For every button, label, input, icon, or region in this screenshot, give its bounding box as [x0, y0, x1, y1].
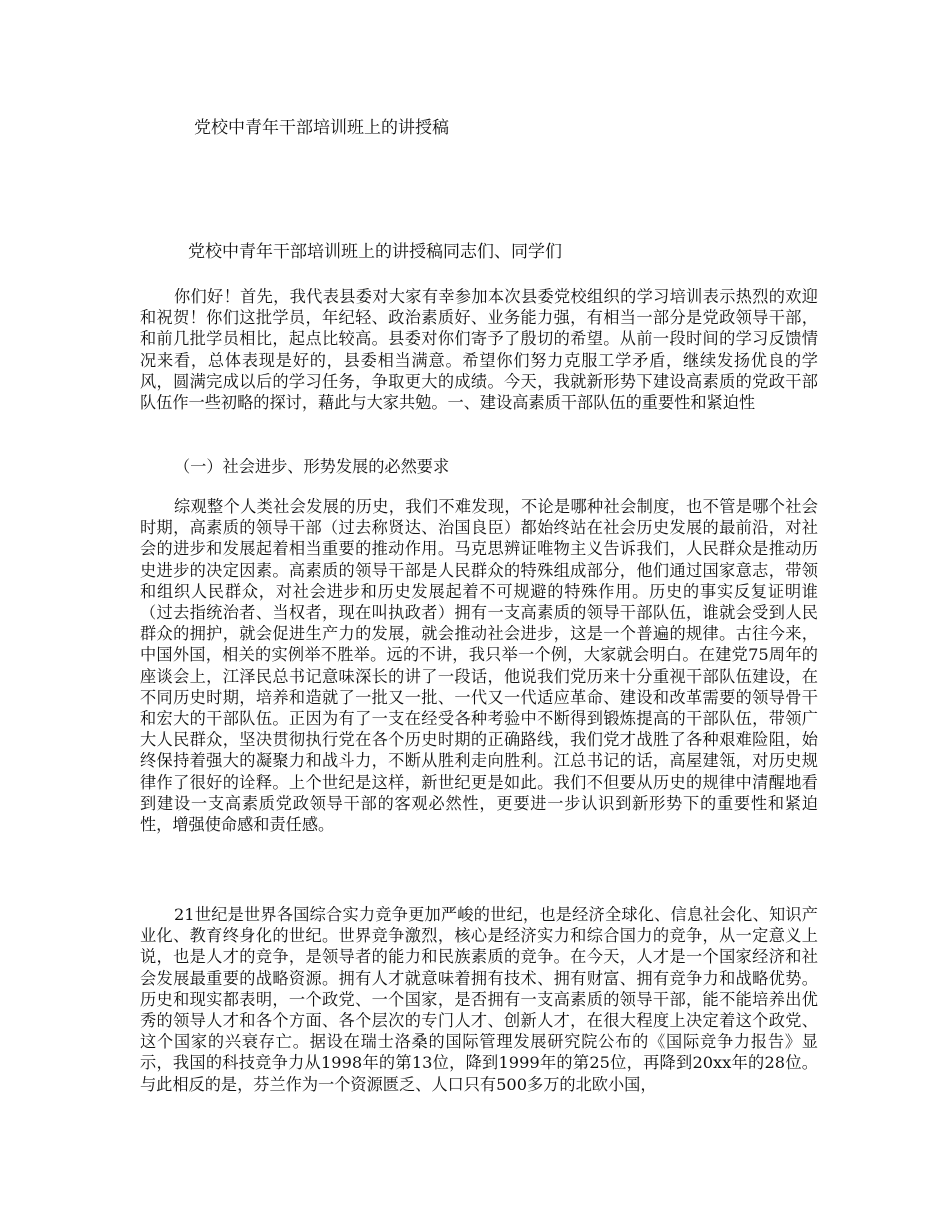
paragraph-greeting: 你们好！首先，我代表县委对大家有幸参加本次县委党校组织的学习培训表示热烈的欢迎和祝贺！你们这批学员，年纪轻、政治素质好、业务能力强，有相当一部分是党政领导干部，和前几批学员相比，起点比较高。县委对你们寄予了殷切的希望。从前一段时间的学习反馈情况来看，总体表现是好的，县委相当满意。希望你们努力克服工学矛盾，继续发扬优良的学风，圆满完成以后的学习任务，争取更大的成绩。今天，我就新形势下建设高素质的党政干部队伍作一些初略的探讨，藉此与大家共勉。一、建设高素质干部队伍的重要性和紧迫性 — [140, 287, 818, 413]
document-subtitle: 党校中青年干部培训班上的讲授稿同志们、同学们 — [188, 242, 562, 262]
paragraph-history: 综观整个人类社会发展的历史，我们不难发现，不论是哪种社会制度，也不管是哪个社会时期，高素质的领导干部（过去称贤达、治国良臣）都始终站在社会历史发展的最前沿，对社会的进步和发展起着相当重要的推动作用。马克思辨证唯物主义告诉我们，人民群众是推动历史进步的决定因素。高素质的领导干部是人民群众的特殊组成部分，他们通过国家意志，带领和组织人民群众，对社会进步和历史发展起着不可规避的特殊作用。历史的事实反复证明谁（过去指统治者、当权者，现在叫执政者）拥有一支高素质的领导干部队伍，谁就会受到人民群众的拥护，就会促进生产力的发展，就会推动社会进步，这是一个普遍的规律。古往今来，中国外国，相关的实例举不胜举。远的不讲，我只举一个例，大家就会明白。在建党75周年的座谈会上，江泽民总书记意味深长的讲了一段话，他说我们党历来十分重视干部队伍建设，在不同历史时期，培养和造就了一批又一批、一代又一代适应革命、建设和改革需要的领导骨干和宏大的干部队伍。正因为有了一支在经受各种考验中不断得到锻炼提高的干部队伍，带领广大人民群众，坚决贯彻执行党在各个历史时期的正确路线，我们党才战胜了各种艰难险阻，始终保持着强大的凝聚力和战斗力，不断从胜利走向胜利。江总书记的话，高屋建瓴，对历史规律作了很好的诠释。上个世纪是这样，新世纪更是如此。我们不但要从历史的规律中清醒地看到建设一支高素质党政领导干部的客观必然性，更要进一步认识到新形势下的重要性和紧迫性，增强使命感和责任感。 — [140, 497, 818, 835]
paragraph-21st-century: 21世纪是世界各国综合实力竞争更加严峻的世纪，也是经济全球化、信息社会化、知识产业化、教育终身化的世纪。世界竞争激烈，核心是经济实力和综合国力的竞争，从一定意义上说，也是人才的竞争，是领导者的能力和民族素质的竞争。在今天，人才是一个国家经济和社会发展最重要的战略资源。拥有人才就意味着拥有技术、拥有财富、拥有竞争力和战略优势。历史和现实都表明，一个政党、一个国家，是否拥有一支高素质的领导干部，能不能培养出优秀的领导人才和各个方面、各个层次的专门人才、创新人才，在很大程度上决定着这个政党、这个国家的兴衰存亡。据设在瑞士洛桑的国际管理发展研究院公布的《国际竞争力报告》显示，我国的科技竞争力从1998年的第13位，降到1999年的第25位，再降到20xx年的28位。与此相反的是，芬兰作为一个资源匮乏、人口只有500多万的北欧小国， — [140, 905, 818, 1094]
document-title: 党校中青年干部培训班上的讲授稿 — [194, 118, 449, 138]
section-heading: （一）社会进步、形势发展的必然要求 — [174, 457, 450, 476]
